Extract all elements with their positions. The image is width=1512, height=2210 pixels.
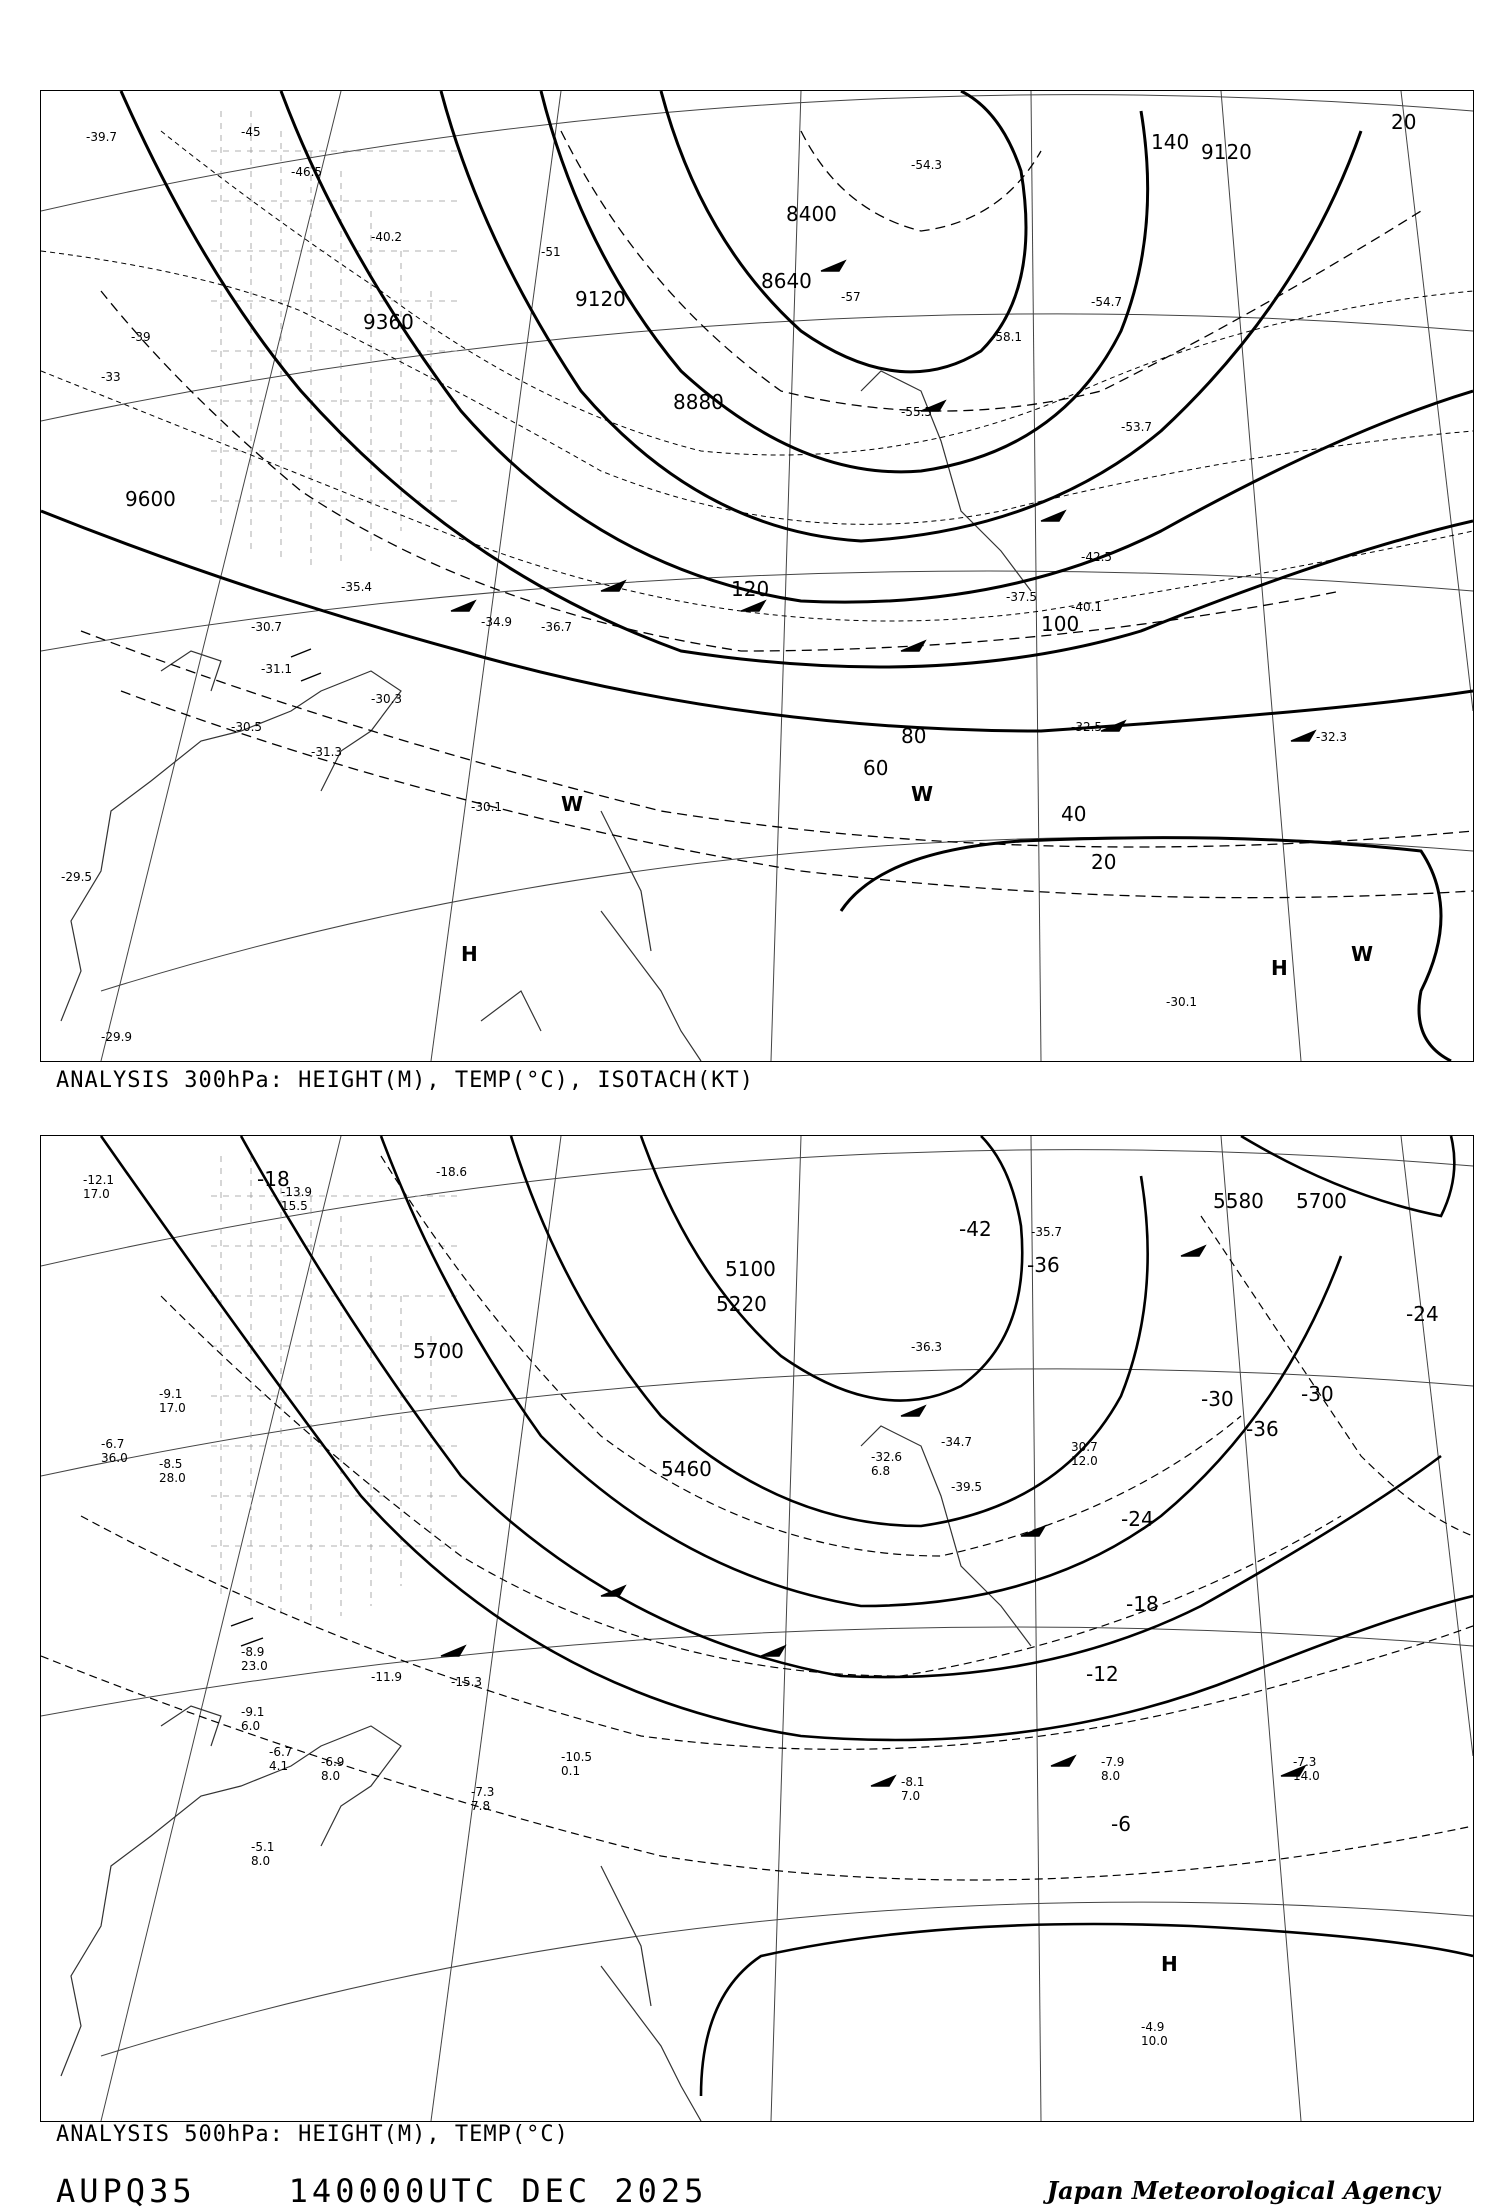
station-value: -8.9 <box>241 1645 265 1659</box>
isotach-label: 40 <box>1061 802 1087 826</box>
station-value: -32.6 <box>871 1450 903 1464</box>
temp-label: -58.1 <box>991 330 1023 344</box>
height-label: 5100 <box>725 1257 776 1281</box>
isotherm-label: -30 <box>1201 1387 1234 1411</box>
station-value: -39.5 <box>951 1480 983 1494</box>
warm-label: W <box>911 782 934 806</box>
pressure-system-group <box>461 782 1373 980</box>
height-label: 8640 <box>761 269 812 293</box>
temp-label: -30.5 <box>231 720 263 734</box>
station-value: 15.5 <box>281 1199 308 1213</box>
height-contours <box>101 1136 1473 2096</box>
temp-label: -45 <box>241 125 261 139</box>
height-label: 5580 <box>1213 1189 1264 1213</box>
temp-label: -29.5 <box>61 870 93 884</box>
station-value: 8.0 <box>1101 1769 1121 1783</box>
station-value: 6.0 <box>241 1719 261 1733</box>
bulletin-time: 140000UTC DEC 2025 <box>288 2172 708 2210</box>
station-value: -11.9 <box>371 1670 403 1684</box>
temp-label: -30.1 <box>471 800 503 814</box>
isotherm-label: -36 <box>1246 1417 1279 1441</box>
height-label: 5460 <box>661 1457 712 1481</box>
station-value: 4.1 <box>269 1759 289 1773</box>
coastline <box>61 371 1031 1061</box>
station-value: 28.0 <box>159 1471 186 1485</box>
height-label: 5220 <box>716 1292 767 1316</box>
isotherm-label: -24 <box>1406 1302 1439 1326</box>
height-label-group <box>413 1189 1347 1481</box>
station-value: 7.8 <box>471 1799 491 1813</box>
coastline <box>61 1426 1031 2121</box>
temperature-label-group <box>61 125 1347 1044</box>
warm-label: W <box>1351 942 1374 966</box>
high-pressure-label: H <box>1161 1952 1178 1976</box>
isotherm-label: -18 <box>1126 1592 1159 1616</box>
high-pressure-label: H <box>1271 956 1288 980</box>
height-label: 5700 <box>413 1339 464 1363</box>
bulletin-id: AUPQ35 <box>56 2172 196 2210</box>
temp-label: -36.7 <box>541 620 573 634</box>
temp-label: -30.1 <box>1166 995 1198 1009</box>
temp-label: -35.4 <box>341 580 373 594</box>
isotach-label: 140 <box>1151 130 1190 154</box>
station-value: -7.9 <box>1101 1755 1125 1769</box>
temp-label: -54.7 <box>1091 295 1123 309</box>
station-value: 6.8 <box>871 1464 891 1478</box>
isotach-label: 20 <box>1391 110 1417 134</box>
station-value: -35.7 <box>1031 1225 1063 1239</box>
temp-label: -33 <box>101 370 121 384</box>
isotherm-label: -30 <box>1301 1382 1334 1406</box>
station-value: 30.7 <box>1071 1440 1098 1454</box>
station-value: -10.5 <box>561 1750 593 1764</box>
temp-label: -40.1 <box>1071 600 1103 614</box>
temp-label: -42.5 <box>1081 550 1113 564</box>
temp-label: -32.5 <box>1071 720 1103 734</box>
isotherm-label-group <box>257 1167 1439 1836</box>
station-value: -18.6 <box>436 1165 468 1179</box>
bulletin-code <box>56 2172 707 2210</box>
high-pressure-label: H <box>461 942 478 966</box>
temp-label: -40.2 <box>371 230 403 244</box>
isotherm-label: -18 <box>257 1167 290 1191</box>
station-value: -6.7 <box>101 1437 125 1451</box>
station-value: 8.0 <box>251 1854 271 1868</box>
temp-label: -53.7 <box>1121 420 1153 434</box>
station-value: 12.0 <box>1071 1454 1098 1468</box>
isotherm-label: -12 <box>1086 1662 1119 1686</box>
graticule <box>41 1136 1473 2121</box>
isotach-label: 20 <box>1091 850 1117 874</box>
station-value: 14.0 <box>1293 1769 1320 1783</box>
station-value: 0.1 <box>561 1764 581 1778</box>
isotach-label: 120 <box>731 577 770 601</box>
agency-name: Japan Meteorological Agency <box>1046 2176 1440 2205</box>
temp-label: -29.9 <box>101 1030 133 1044</box>
map-300hpa-svg <box>41 91 1473 1061</box>
temp-label: -37.5 <box>1006 590 1038 604</box>
isotachs <box>81 131 1473 898</box>
station-value: -9.1 <box>159 1387 183 1401</box>
station-value: 7.0 <box>901 1789 921 1803</box>
height-label: 5700 <box>1296 1189 1347 1213</box>
isotach-label: 100 <box>1041 612 1080 636</box>
temp-label: -34.9 <box>481 615 513 629</box>
station-value: -7.3 <box>1293 1755 1317 1769</box>
temp-label: -46.5 <box>291 165 323 179</box>
height-label: 9120 <box>1201 140 1252 164</box>
temp-label: -31.1 <box>261 662 293 676</box>
station-value: -36.3 <box>911 1340 943 1354</box>
height-label: 8400 <box>786 202 837 226</box>
isotach-label: 60 <box>863 756 889 780</box>
station-value: -34.7 <box>941 1435 973 1449</box>
height-label-group <box>125 140 1252 511</box>
height-label: 9120 <box>575 287 626 311</box>
temp-label: -57 <box>841 290 861 304</box>
isotach-label: 80 <box>901 724 927 748</box>
isotherm-label: -36 <box>1027 1253 1060 1277</box>
map-panel-500hpa <box>40 1135 1474 2122</box>
hatched-area <box>211 111 461 571</box>
station-value: -6.9 <box>321 1755 345 1769</box>
station-value: -8.5 <box>159 1457 183 1471</box>
station-value: 8.0 <box>321 1769 341 1783</box>
station-value: 17.0 <box>159 1401 186 1415</box>
height-label: 9360 <box>363 310 414 334</box>
isotherm-label: -24 <box>1121 1507 1154 1531</box>
graticule <box>41 91 1473 1061</box>
temp-label: -30.7 <box>251 620 283 634</box>
station-value: -9.1 <box>241 1705 265 1719</box>
caption-500hpa: ANALYSIS 500hPa: HEIGHT(M), TEMP(°C) <box>56 2122 569 2147</box>
map-500hpa-svg <box>41 1136 1473 2121</box>
station-value: 23.0 <box>241 1659 268 1673</box>
station-value: 36.0 <box>101 1451 128 1465</box>
hatched-area <box>211 1156 461 1626</box>
station-value: 17.0 <box>83 1187 110 1201</box>
map-panel-300hpa <box>40 90 1474 1062</box>
station-value: -13.9 <box>281 1185 313 1199</box>
station-value: -12.1 <box>83 1173 115 1187</box>
temp-label: -31.3 <box>311 745 343 759</box>
temp-label: -32.3 <box>1316 730 1348 744</box>
station-value: -8.1 <box>901 1775 925 1789</box>
station-value: -15.3 <box>451 1675 483 1689</box>
station-value: -5.1 <box>251 1840 275 1854</box>
isotherm-label: -6 <box>1111 1812 1131 1836</box>
station-value: -7.3 <box>471 1785 495 1799</box>
warm-label: W <box>561 792 584 816</box>
temp-label: -55.5 <box>901 405 933 419</box>
caption-300hpa: ANALYSIS 300hPa: HEIGHT(M), TEMP(°C), ISOTACH(KT) <box>56 1068 755 1093</box>
temp-label: -39 <box>131 330 151 344</box>
height-label: 9600 <box>125 487 176 511</box>
temp-label: -54.3 <box>911 158 943 172</box>
temp-label: -51 <box>541 245 561 259</box>
temp-label: -30.3 <box>371 692 403 706</box>
isotherm-label: -42 <box>959 1217 992 1241</box>
station-value: -4.9 <box>1141 2020 1165 2034</box>
station-value: -6.7 <box>269 1745 293 1759</box>
height-label: 8880 <box>673 390 724 414</box>
station-value: 10.0 <box>1141 2034 1168 2048</box>
temp-label: -39.7 <box>86 130 118 144</box>
